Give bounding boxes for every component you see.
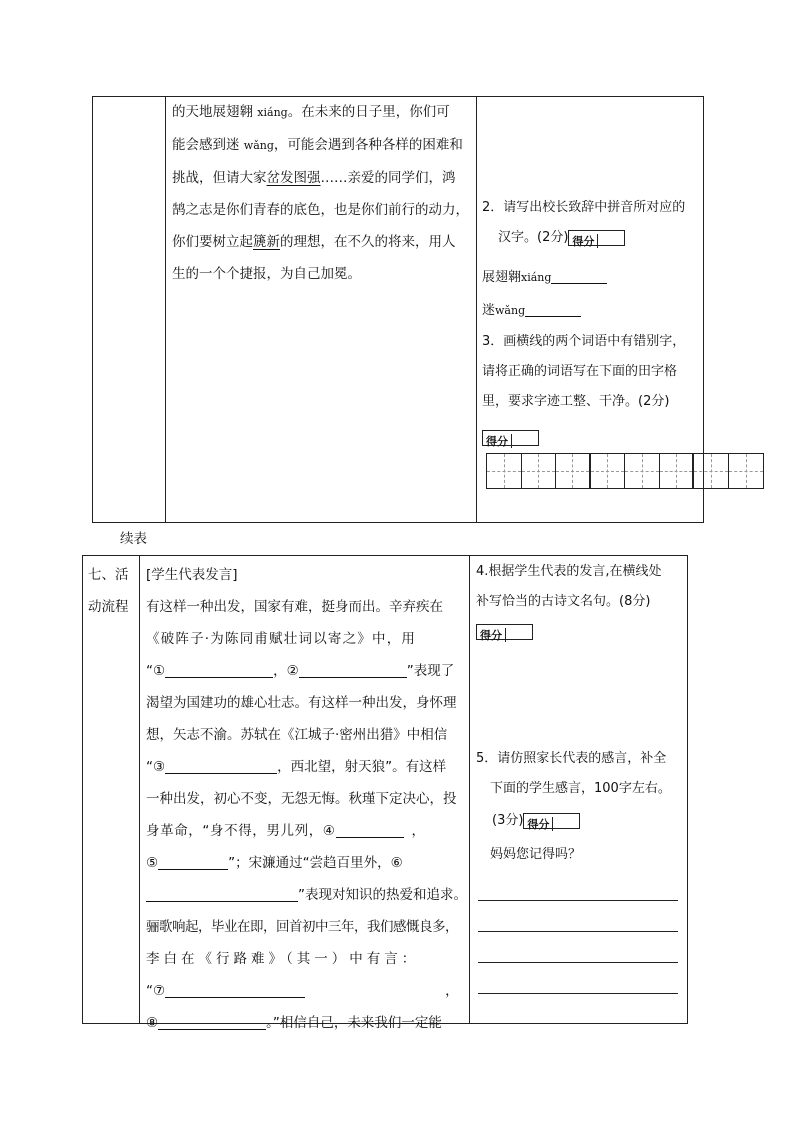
underlined-word: 岔发图强 [266, 170, 321, 186]
tian-cell[interactable] [660, 454, 695, 488]
score-box: 得分 [523, 813, 580, 829]
question-text: 补写恰当的古诗文名句。(8分) [476, 594, 651, 609]
speech-line: 的天地展翅翱 xiáng。在未来的日子里，你们可 [172, 104, 450, 120]
speech-line: 骊歌响起，毕业在即，回首初中三年，我们感慨良多， [146, 919, 458, 935]
speech-line: 《破阵子·为陈同甫赋壮词以寄之》中，用 [146, 631, 417, 647]
activity-label-line: 动流程 [88, 599, 129, 615]
answer-xiang: 展翅翱xiáng [482, 263, 607, 293]
prompt-text: 妈妈您记得吗？ [490, 847, 582, 862]
speech-line: 你们要树立起篪新的理想，在不久的将来，用人 [172, 234, 456, 250]
speech-line: 鹄之志是你们青春的底色，也是你们前行的动力， [172, 202, 469, 218]
speech-line: 挑战，但请大家岔发图强……亲爱的同学们，鸿 [172, 170, 456, 186]
activity-label-line: 七、活 [88, 567, 129, 583]
speech-line: ”表现对知识的热爱和追求。 [146, 879, 464, 911]
speech-line: 生的一个个捷报，为自己加冕。 [172, 266, 361, 282]
blank-3[interactable] [165, 759, 277, 774]
speech-line: 能会感到迷 wǎng，可能会遇到各种各样的困难和 [172, 137, 463, 153]
underlined-word: 篪新 [253, 234, 280, 250]
tian-cell[interactable] [556, 454, 591, 488]
blank-8[interactable] [158, 1015, 266, 1030]
question-text: 3．画横线的两个词语中有错别字， [482, 334, 686, 349]
speech-excerpt [172, 96, 469, 290]
question-4 [476, 557, 662, 640]
answer-line[interactable] [478, 962, 678, 963]
question-2 [482, 193, 685, 253]
speech-line: 一种出发，初心不变，无怨无悔。秋瑾下定决心，投 [146, 791, 457, 807]
speech-line: “⑦ ， [146, 983, 459, 999]
speech-line: 渴望为国建功的雄心壮志。有这样一种出发，身怀理 [146, 695, 457, 711]
question-5 [476, 744, 671, 870]
speech-line: “③ ，西北望，射天狼”。有这样 [146, 759, 447, 775]
question-text: 5．请仿照家长代表的感言，补全 [476, 751, 667, 766]
student-speech [146, 559, 467, 1039]
blank-5[interactable] [158, 855, 228, 870]
question-3 [482, 327, 685, 417]
blank-4[interactable] [336, 823, 404, 838]
score-box: 得分 [476, 624, 533, 640]
speech-line: ⑤ ”；宋濂通过“尝趋百里外，⑥ [146, 855, 403, 871]
speech-line: 想，矢志不渝。苏轼在《江城子·密州出猎》中相信 [146, 727, 448, 743]
tian-grid [486, 453, 764, 489]
tian-cell[interactable] [591, 454, 626, 488]
blank-6[interactable] [146, 887, 298, 902]
blank-7[interactable] [165, 983, 305, 998]
score-box: 得分 [482, 430, 539, 446]
tian-cell[interactable] [729, 454, 764, 488]
blank-2[interactable] [299, 663, 407, 678]
answer-line[interactable] [478, 993, 678, 994]
tian-cell[interactable] [522, 454, 557, 488]
score-box: 得分 [568, 230, 625, 246]
answer-line[interactable] [478, 931, 678, 932]
question-text: 请将正确的词语写在下面的田字格 [482, 364, 678, 379]
section-heading: [学生代表发言] [146, 567, 238, 583]
speech-line: ⑧ 。”相信自己，未来我们一定能 [146, 1015, 442, 1031]
answer-line[interactable] [478, 900, 678, 901]
blank-1[interactable] [165, 663, 273, 678]
tian-cell[interactable] [625, 454, 660, 488]
question-text: 2．请写出校长致辞中拼音所对应的 [482, 200, 686, 215]
tian-cell[interactable] [487, 454, 522, 488]
question-text: (3分) 得分 [476, 806, 671, 836]
answer-blank[interactable] [551, 269, 607, 284]
tian-cell[interactable] [694, 454, 729, 488]
continued-label: 续表 [120, 531, 147, 547]
speech-line: 身革命，“身不得，男儿列，④ ， [146, 823, 426, 839]
question-text: 汉字。(2分) 得分 [482, 223, 685, 253]
question-text: 里，要求字迹工整、干净。(2分) [482, 394, 670, 409]
activity-label [88, 559, 129, 623]
speech-line: “① ，② ”表现了 [146, 663, 455, 679]
speech-line: 李白在《行路难》（其一）中有言： [146, 951, 420, 967]
question-text: 下面的学生感言，100字左右。 [490, 781, 671, 796]
answer-wang: 迷wǎng [482, 296, 581, 326]
question-text: 4.根据学生代表的发言,在横线处 [476, 564, 662, 579]
speech-line: 有这样一种出发，国家有难，挺身而出。辛弃疾在 [146, 599, 443, 615]
answer-blank[interactable] [525, 302, 581, 317]
